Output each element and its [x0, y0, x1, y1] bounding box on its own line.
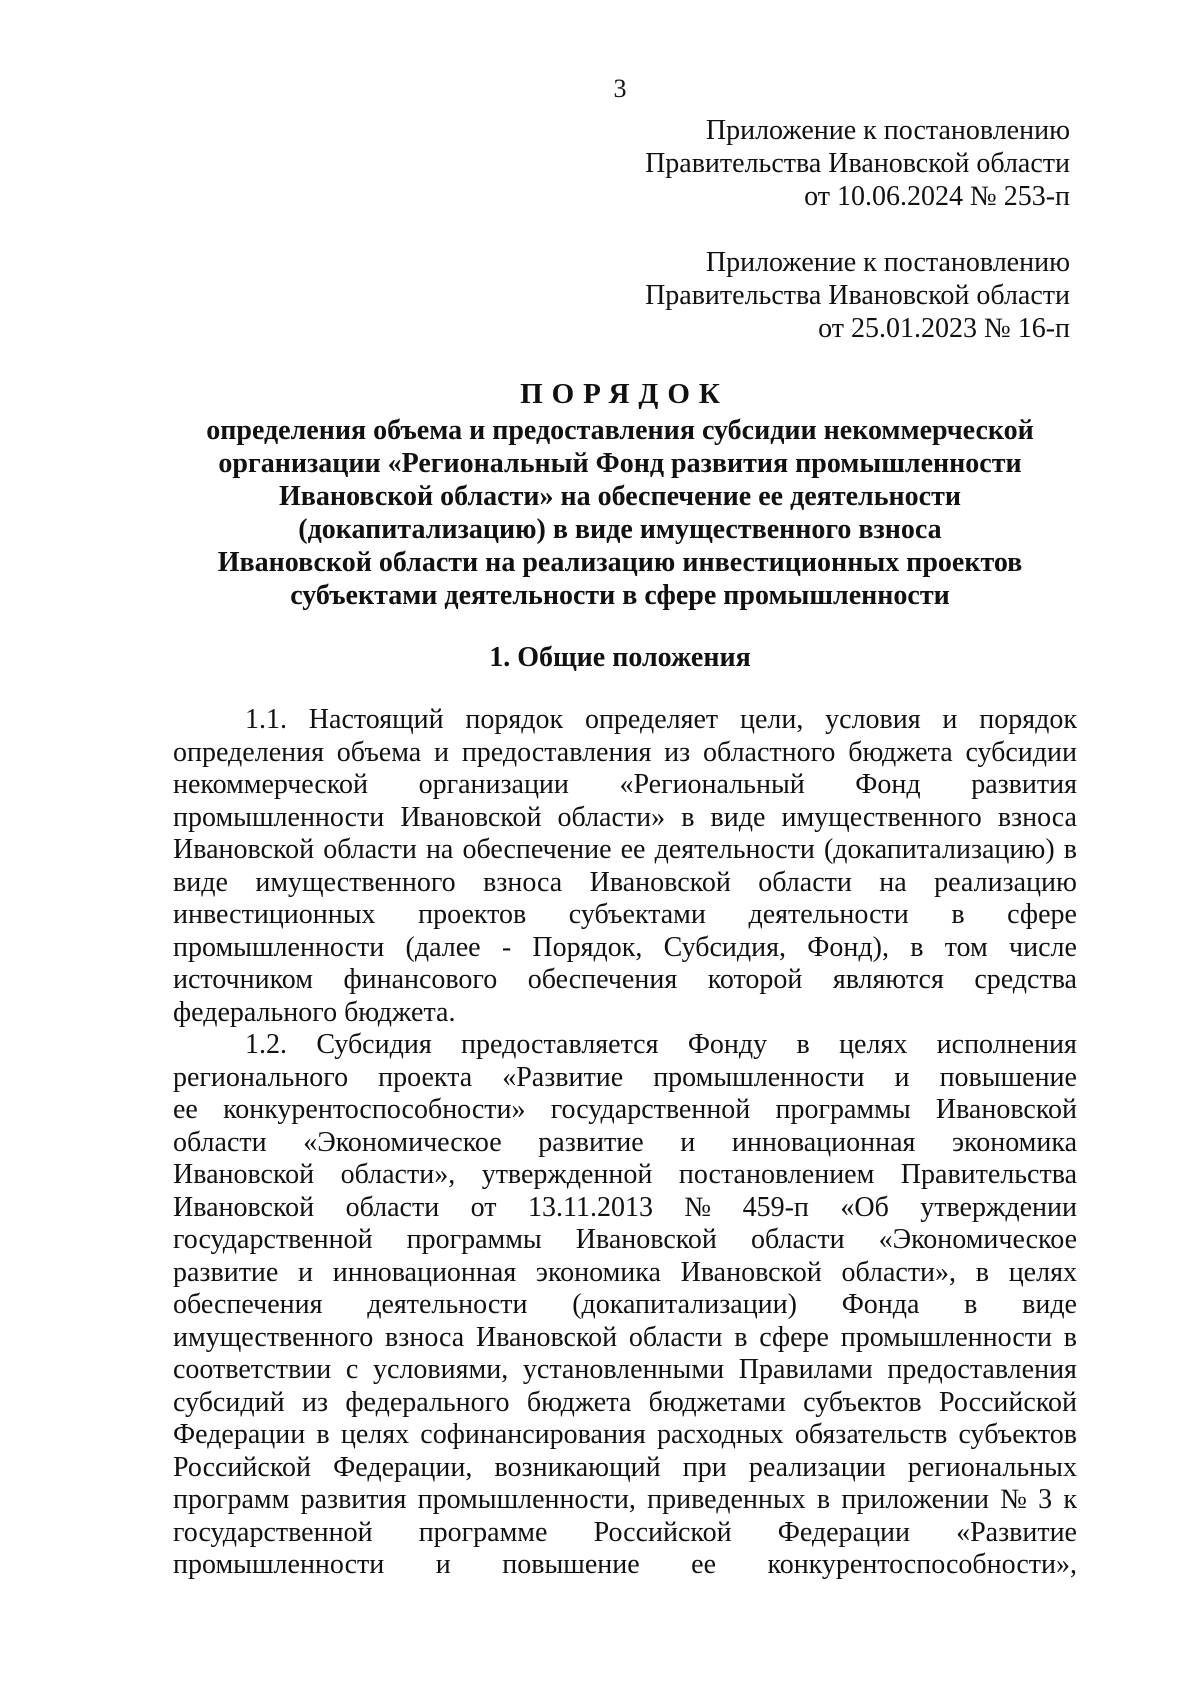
word: Правилами — [738, 1354, 873, 1385]
word: области — [758, 866, 852, 898]
word: (докапитализацию) — [823, 834, 1055, 865]
word: области — [323, 834, 417, 865]
word: экономика — [535, 1256, 661, 1288]
word: «Об — [840, 1191, 889, 1223]
word: с — [345, 1354, 359, 1385]
word: в — [734, 1321, 748, 1353]
word: предоставляется — [461, 1029, 659, 1060]
word: области — [628, 1321, 723, 1353]
word: проектов — [418, 899, 527, 930]
paragraph-line — [173, 1192, 1077, 1225]
word: проекта — [378, 1061, 473, 1093]
word: промышленности — [173, 801, 385, 833]
word: реализацию — [934, 866, 1077, 898]
paragraph-line — [173, 1452, 1077, 1485]
word: развитие — [538, 1126, 644, 1158]
subtitle-line: субъектами деятельности в сфере промышленности — [290, 580, 950, 611]
word: Субсидия, — [663, 931, 787, 963]
paragraph-line — [173, 1257, 1077, 1290]
word: области», — [340, 1159, 456, 1190]
word: государственной — [173, 1224, 373, 1255]
paragraph — [173, 1029, 1077, 1582]
word: инновационная — [332, 1256, 517, 1288]
word: на — [879, 866, 907, 898]
word: Российской — [939, 1386, 1077, 1418]
subtitle-line: (докапитализацию) в виде имущественного взноса — [298, 514, 942, 545]
word: постановлением — [678, 1159, 875, 1190]
word: соответствии — [173, 1354, 332, 1385]
word: бюджета. — [344, 996, 456, 1028]
paragraph-line — [173, 867, 1077, 900]
appendix-line: Правительства Ивановской области — [645, 148, 1070, 179]
word: программ — [173, 1484, 290, 1515]
word: виде — [173, 866, 228, 898]
word: 13.11.2013 — [527, 1191, 653, 1223]
word: области», — [841, 1256, 957, 1288]
word: № — [1000, 1484, 1027, 1515]
word: являются — [832, 964, 944, 995]
paragraph — [173, 704, 1077, 1029]
word: обеспечения — [527, 964, 678, 995]
word: Фонда — [841, 1289, 920, 1320]
word: Правительства — [900, 1159, 1077, 1190]
word: в — [681, 801, 695, 833]
word: Российской — [173, 1451, 311, 1483]
word: инвестиционных — [173, 899, 376, 930]
word: из — [301, 1386, 328, 1418]
paragraph-line — [173, 1549, 1077, 1582]
word: ее — [691, 1549, 717, 1580]
paragraph-line — [173, 1419, 1077, 1452]
paragraph-line — [173, 1094, 1077, 1127]
word: обеспечения — [173, 1289, 323, 1320]
word: порядок — [979, 704, 1077, 735]
word: взноса — [385, 1321, 465, 1353]
word: региональных — [907, 1451, 1077, 1483]
word: организации — [418, 769, 569, 800]
word: целях — [340, 1419, 410, 1450]
word: «Региональный — [619, 769, 805, 800]
word: субъектами — [568, 899, 706, 930]
paragraph-line — [173, 1387, 1077, 1420]
word: деятельности — [654, 834, 815, 865]
word: от — [470, 1191, 497, 1223]
word: числе — [1009, 931, 1077, 963]
word: объема — [336, 736, 422, 768]
word: средства — [974, 964, 1077, 995]
paragraph-line — [173, 1029, 1077, 1062]
word: бюджетами — [648, 1386, 786, 1418]
section-heading: 1. Общие положения — [489, 642, 751, 673]
paragraph-line — [173, 899, 1077, 932]
paragraph-line — [173, 932, 1077, 965]
body-text — [173, 704, 1077, 1582]
word: повышение — [939, 1061, 1077, 1093]
word: Настоящий — [308, 704, 444, 735]
word: «Экономическое — [878, 1224, 1077, 1255]
word: субъектов — [958, 1419, 1077, 1450]
word: в — [951, 899, 965, 930]
word: расходных — [656, 1419, 784, 1450]
word: Федерации — [777, 1516, 910, 1548]
word: федерального — [173, 996, 345, 1028]
word: которой — [707, 964, 803, 995]
paragraph-line — [173, 802, 1077, 835]
word: «Экономическое — [303, 1126, 502, 1158]
word: конкурентоспособности», — [767, 1549, 1077, 1580]
word: в — [796, 1029, 810, 1060]
word: «Развитие — [502, 1061, 624, 1093]
word: деятельности — [367, 1289, 528, 1320]
word: утвержденной — [481, 1159, 653, 1190]
word: программы — [406, 1224, 542, 1255]
word: утверждении — [920, 1191, 1077, 1223]
word: Ивановской — [589, 866, 731, 898]
word: Фонд), — [807, 931, 889, 963]
word: Ивановской — [935, 1094, 1077, 1125]
word: при — [682, 1451, 727, 1483]
word: программы — [775, 1094, 911, 1125]
word: реализации — [748, 1451, 886, 1483]
word: в — [975, 1256, 989, 1288]
word: Порядок, — [532, 931, 643, 963]
word: определения — [173, 736, 324, 768]
word: Субсидия — [316, 1029, 432, 1060]
appendix-line: от 10.06.2024 № 253-п — [804, 181, 1070, 212]
word: области — [345, 1191, 440, 1223]
word: промышленности, — [417, 1484, 636, 1515]
word: области — [750, 1224, 845, 1255]
word: Ивановской — [575, 1224, 717, 1255]
word: экономика — [952, 1126, 1077, 1158]
paragraph-line — [173, 737, 1077, 770]
word: Фонду — [687, 1029, 768, 1060]
word: взноса — [483, 866, 563, 898]
subtitle-line: организации «Региональный Фонд развития промышленности — [218, 448, 1022, 479]
appendix-note-previous — [645, 246, 1070, 345]
word: исполнения — [936, 1029, 1077, 1060]
word: Ивановской — [680, 1256, 822, 1288]
word: Российской — [593, 1516, 732, 1548]
word: инновационная — [731, 1126, 916, 1158]
paragraph-line — [173, 1289, 1077, 1322]
word: программе — [418, 1516, 548, 1548]
word: промышленности — [173, 1549, 385, 1580]
word: условия — [825, 704, 921, 735]
word: приведенных — [647, 1484, 806, 1515]
word: том — [944, 931, 988, 963]
paragraph-line — [173, 1159, 1077, 1192]
subtitle-line: определения объема и предоставления субсидии некоммерческой — [206, 415, 1034, 446]
word: Ивановской — [400, 801, 542, 833]
word: области — [173, 1126, 267, 1158]
word: к — [1063, 1484, 1077, 1515]
subtitle-line: Ивановской области на реализацию инвестиционных проектов — [217, 547, 1023, 578]
word: в — [1063, 1321, 1077, 1353]
word: имущественного — [781, 801, 982, 833]
paragraph-line — [173, 1127, 1077, 1160]
word: и — [435, 1549, 451, 1580]
word: в — [816, 1484, 831, 1515]
word: и — [942, 704, 958, 735]
word: предоставления — [461, 736, 652, 768]
word: условиями, — [373, 1354, 509, 1385]
word: виде — [710, 801, 766, 833]
word: (докапитализации) — [572, 1289, 797, 1320]
word: установленными — [522, 1354, 725, 1385]
word: государственной — [550, 1094, 751, 1125]
document-subtitle — [160, 414, 1080, 612]
word: № — [684, 1191, 712, 1223]
word: и — [434, 736, 449, 768]
word: Федерации — [173, 1419, 306, 1450]
word: предоставления — [887, 1354, 1077, 1385]
word: субсидий — [173, 1386, 285, 1418]
word: целях — [839, 1029, 908, 1060]
word: 459-п — [742, 1191, 809, 1223]
word: федерального — [345, 1386, 510, 1418]
paragraph-line — [173, 1484, 1077, 1517]
appendix-note-current — [645, 114, 1070, 213]
word: 3 — [1038, 1484, 1053, 1515]
word: целях — [1008, 1256, 1077, 1288]
word: взноса — [997, 801, 1077, 833]
paragraph-line — [173, 1224, 1077, 1257]
word: порядок — [465, 704, 564, 735]
word: развития — [971, 769, 1077, 800]
word: определяет — [584, 704, 719, 735]
word: Ивановской — [173, 1159, 315, 1190]
document-title-text: ПОРЯДОК — [520, 378, 729, 410]
word: Федерации, — [333, 1451, 473, 1483]
word: развития — [300, 1484, 407, 1515]
word: и — [680, 1126, 696, 1158]
word: (далее — [405, 931, 481, 963]
word: приложении — [841, 1484, 989, 1515]
word: конкурентоспособности» — [223, 1094, 526, 1125]
word: промышленности — [653, 1061, 865, 1093]
word: в — [910, 931, 924, 963]
word: сфере — [759, 1321, 829, 1353]
word: в — [964, 1289, 978, 1320]
paragraph-line — [173, 769, 1077, 802]
appendix-line: Приложение к постановлению — [705, 247, 1070, 278]
word: Ивановской — [173, 1191, 315, 1223]
word: субсидии — [965, 736, 1077, 768]
paragraph-line — [173, 964, 1077, 997]
paragraph-line — [173, 834, 1077, 867]
word: виде — [1022, 1289, 1077, 1320]
word: софинансирования — [420, 1419, 646, 1450]
word: субъектов — [803, 1386, 922, 1418]
word: Фонд — [855, 769, 921, 800]
word: имущественного — [173, 1321, 374, 1353]
word: повышение — [502, 1549, 640, 1580]
word: «Развитие — [956, 1516, 1077, 1548]
paragraph-line — [173, 704, 1077, 737]
word: обеспечение — [462, 834, 612, 865]
word: - — [501, 931, 512, 963]
word: областного — [703, 736, 836, 768]
word: в — [1063, 834, 1077, 865]
word: области» — [557, 801, 666, 833]
document-title — [170, 378, 1070, 410]
word: некоммерческой — [173, 769, 369, 800]
word: развитие — [173, 1256, 279, 1288]
word: бюджета — [848, 736, 953, 768]
word: ее — [173, 1094, 198, 1125]
word: источником — [173, 964, 313, 995]
word: регионального — [173, 1061, 349, 1093]
word: 1.1. — [245, 704, 287, 735]
paragraph-line — [173, 1062, 1077, 1095]
paragraph-line — [173, 1517, 1077, 1550]
word: из — [664, 736, 691, 768]
word: деятельности — [748, 899, 909, 930]
word: промышленности — [173, 931, 385, 963]
word: 1.2. — [245, 1029, 287, 1060]
word: в — [316, 1419, 330, 1450]
appendix-line: Правительства Ивановской области — [645, 280, 1070, 311]
word: финансового — [343, 964, 498, 995]
word: цели, — [739, 704, 804, 735]
appendix-line: Приложение к постановлению — [705, 115, 1070, 146]
word: Ивановской — [475, 1321, 618, 1353]
word: обязательств — [794, 1419, 948, 1450]
word: промышленности — [840, 1321, 1052, 1353]
appendix-line: от 25.01.2023 № 16-п — [818, 313, 1070, 344]
page-number: 3 — [613, 74, 627, 103]
word: сфере — [1007, 899, 1077, 930]
word: государственной — [173, 1516, 373, 1548]
word: имущественного — [255, 866, 456, 898]
word: возникающий — [494, 1451, 661, 1483]
word: бюджета — [526, 1386, 632, 1418]
word: Ивановской — [173, 834, 315, 865]
word: и — [298, 1256, 314, 1288]
paragraph-line — [173, 1322, 1077, 1355]
word: ее — [620, 834, 646, 865]
paragraph-line — [173, 1354, 1077, 1387]
word: на — [425, 834, 454, 865]
word: и — [894, 1061, 910, 1093]
paragraph-line — [173, 997, 1077, 1030]
subtitle-line: Ивановской области» на обеспечение ее деятельности — [279, 481, 961, 512]
